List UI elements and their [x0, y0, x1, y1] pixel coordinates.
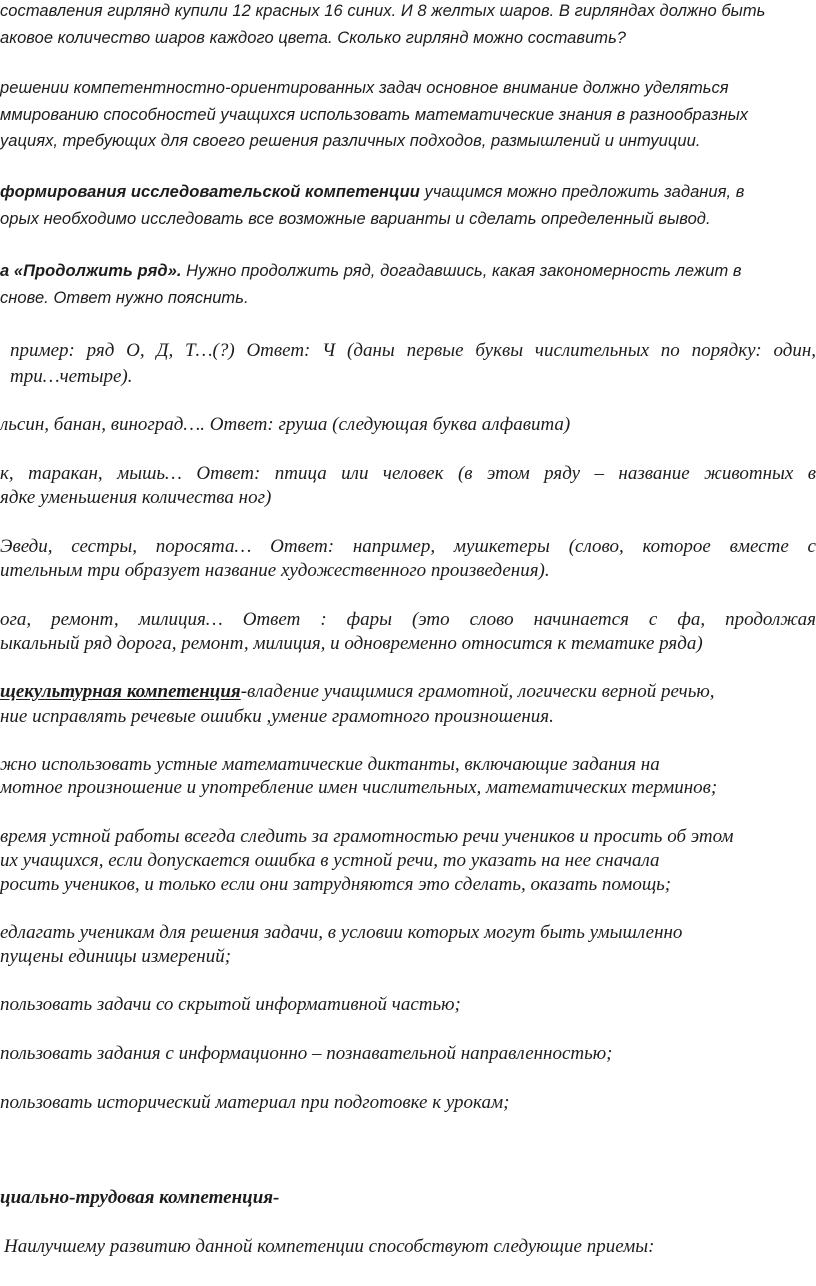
bold-term: щекультурная компетенция [0, 681, 241, 702]
text-line: составления гирлянд купили 12 красных 16 синих. И 8 желтых шаров. В гирляндах должно быть [0, 2, 766, 20]
bold-term: формирования исследовательской компетенции [0, 183, 420, 201]
text-line: ога, ремонт, милиция… Ответ : фары (это слово начинается с фа, продолжая [0, 609, 816, 630]
list-item-line: пользовать задачи со скрытой информативной частью; [0, 994, 461, 1015]
text-line: решении компетентностно-ориентированных задач основное внимание должно уделяться [0, 79, 729, 97]
text-line: три…четыре). [10, 366, 133, 387]
text-span: учащимся можно предложить задания, в [419, 183, 745, 201]
text-line: ыкальный ряд дорога, ремонт, милиция, и одновременно относится к тематике ряда) [0, 633, 703, 654]
text-line: уациях, требующих для своего решения различных подходов, размышлений и интуиции. [0, 132, 701, 150]
text-line: Эведи, сестры, поросята… Ответ: например, мушкетеры (слово, которое вместе с [0, 536, 816, 557]
text-line: льсин, банан, виноград…. Ответ: груша (следующая буква алфавита) [0, 414, 571, 435]
text-line: к, таракан, мышь… Ответ: птица или человек (в этом ряду – название животных в [0, 463, 816, 484]
text-span: -владение учащимися грамотной, логически верной речью, [240, 681, 715, 702]
text-line: орых необходимо исследовать все возможные варианты и сделать определенный вывод. [0, 210, 711, 228]
text-line: ядке уменьшения количества ног) [0, 487, 272, 508]
text-line [0, 681, 715, 703]
list-item-line: росить учеников, и только если они затрудняются это сделать, оказать помощь; [0, 874, 672, 895]
list-item-line: жно использовать устные математические диктанты, включающие задания на [0, 754, 660, 775]
section-heading: циально-трудовая компетенция- [0, 1187, 280, 1208]
text-line: Наилучшему развитию данной компетенции способствуют следующие приемы: [4, 1236, 655, 1257]
list-item-line: их учащихся, если допускается ошибка в устной речи, то указать на нее сначала [0, 850, 660, 871]
text-line: ние исправлять речевые ошибки ,умение грамотного произношения. [0, 706, 554, 727]
text-line: аковое количество шаров каждого цвета. Сколько гирлянд можно составить? [0, 29, 627, 47]
text-line: снове. Ответ нужно пояснить. [0, 289, 249, 307]
list-item-line: едлагать ученикам для решения задачи, в условии которых могут быть умышленно [0, 922, 683, 943]
list-item-line: пользовать исторический материал при подготовке к урокам; [0, 1092, 510, 1113]
bold-term: а «Продолжить ряд». [0, 262, 182, 280]
list-item-line: мотное произношение и употребление имен числительных, математических терминов; [0, 777, 718, 798]
text-line: ительным три образует название художественного произведения). [0, 560, 550, 581]
text-line: пример: ряд О, Д, Т…(?) Ответ: Ч (даны первые буквы числительных по порядку: один, [10, 340, 816, 361]
text-line [0, 183, 744, 202]
text-span: Нужно продолжить ряд, догадавшись, какая закономерность лежит в [181, 262, 742, 280]
text-line [0, 262, 742, 281]
text-line: ммированию способностей учащихся использовать математические знания в разнообразных [0, 106, 749, 124]
list-item-line: пущены единицы измерений; [0, 946, 232, 967]
list-item-line: пользовать задания с информационно – познавательной направленностью; [0, 1043, 613, 1064]
list-item-line: время устной работы всегда следить за грамотностью речи учеников и просить об этом [0, 826, 734, 847]
